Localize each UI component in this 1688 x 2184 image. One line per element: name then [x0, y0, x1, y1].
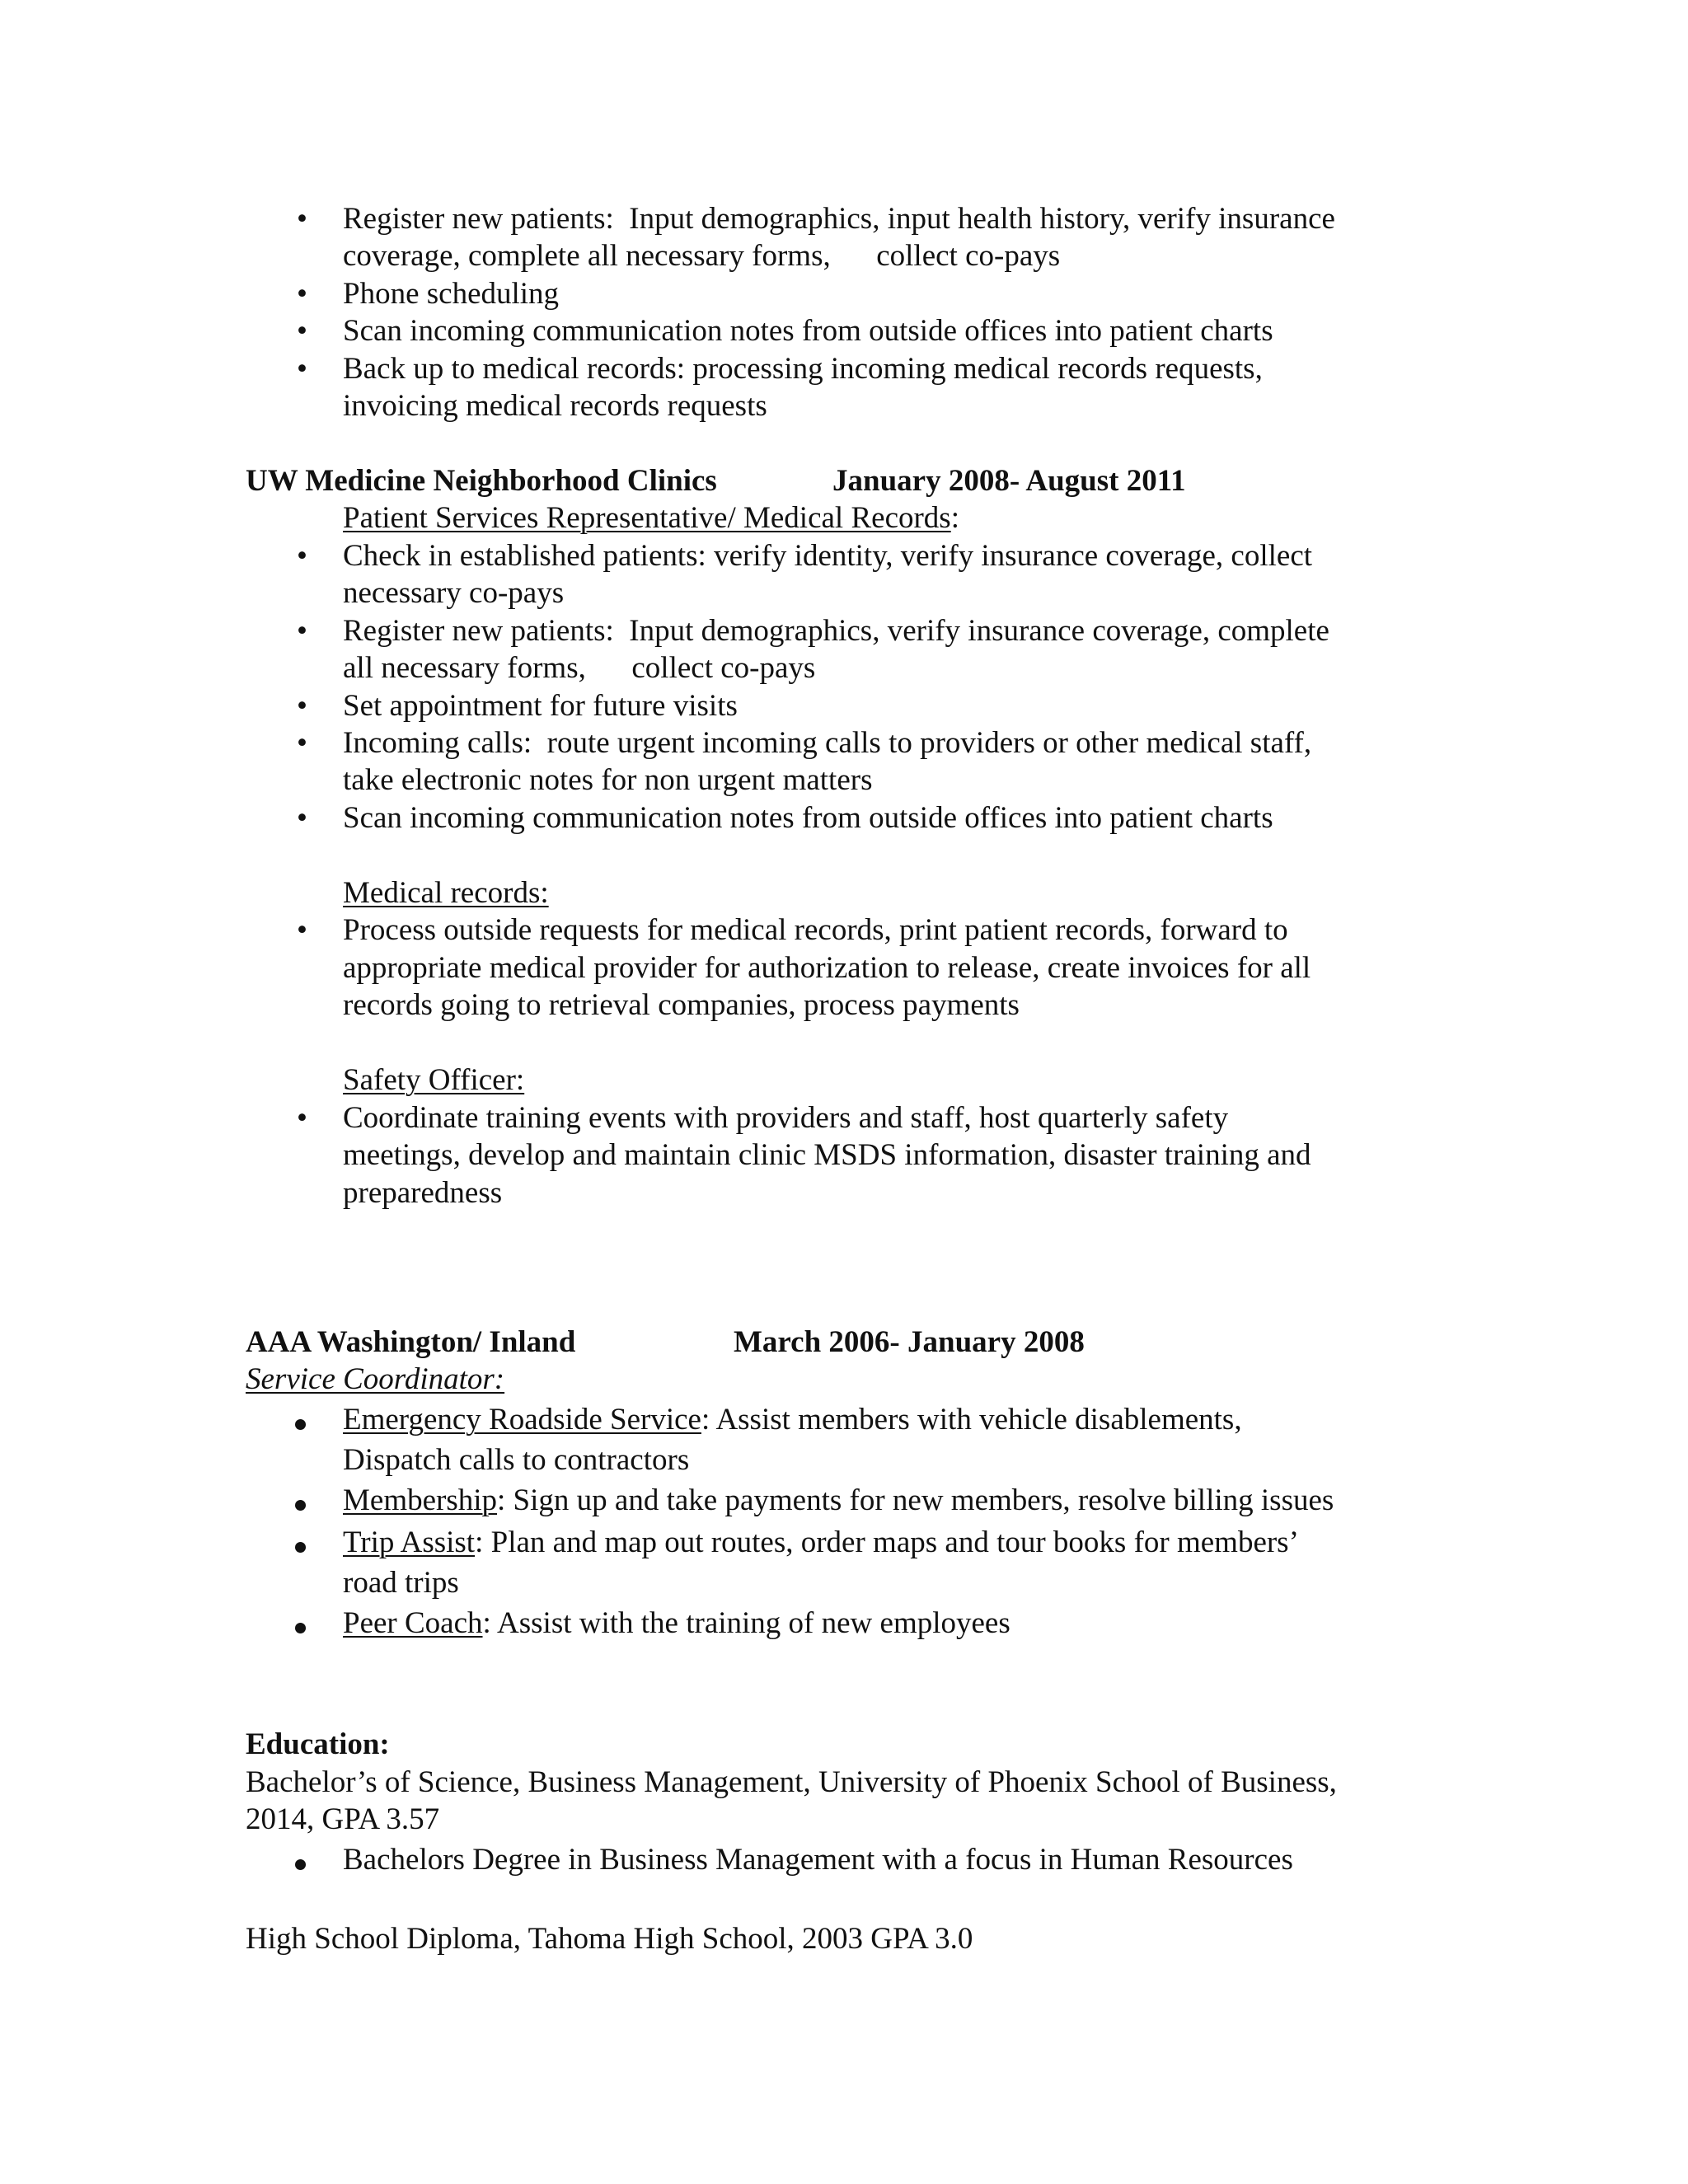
list-item-text: appropriate medical provider for authorization to release, create invoices for all: [343, 951, 1311, 985]
list-item-text: records going to retrieval companies, process payments: [343, 988, 1020, 1022]
list-item-text: [343, 1608, 1010, 1638]
list-item-text: [343, 1485, 1334, 1516]
bullet-marker: [295, 1859, 306, 1870]
bullet-marker: •: [297, 726, 307, 760]
bullet-marker: •: [297, 277, 307, 311]
bullet-marker: •: [297, 689, 307, 723]
list-item-text: [343, 1404, 1242, 1435]
bullet-marker: •: [297, 352, 307, 386]
bullet-marker: •: [297, 202, 307, 236]
bullet-marker: [295, 1623, 306, 1633]
list-item-text: Scan incoming communication notes from outside offices into patient charts: [343, 314, 1273, 348]
list-item-text: coverage, complete all necessary forms, collect co-pays: [343, 239, 1061, 273]
list-item-text: Register new patients: Input demographics, verify insurance coverage, complete: [343, 614, 1329, 648]
list-item-text: take electronic notes for non urgent matters: [343, 763, 873, 797]
list-item-text: Register new patients: Input demographics, input health history, verify insurance: [343, 202, 1335, 236]
job-title-text: Patient Services Representative/ Medical Records: [343, 501, 951, 535]
bullet-marker: [295, 1419, 306, 1430]
list-item-rest: : Plan and map out routes, order maps and tour books for members’: [475, 1526, 1299, 1559]
list-item-label: Peer Coach: [343, 1606, 483, 1640]
employer-name: UW Medicine Neighborhood Clinics: [246, 464, 717, 498]
job-title-suffix: :: [950, 501, 959, 535]
list-item-text: Back up to medical records: processing incoming medical records requests,: [343, 352, 1263, 386]
bullet-marker: •: [297, 314, 307, 348]
degree-text: Bachelor’s of Science, Business Management, University of Phoenix School of Business,: [246, 1765, 1337, 1799]
list-item-text: invoicing medical records requests: [343, 389, 767, 423]
employment-dates: March 2006- January 2008: [734, 1325, 1085, 1359]
list-item-text: Scan incoming communication notes from outside offices into patient charts: [343, 801, 1273, 835]
subsection-heading: Medical records:: [343, 876, 549, 910]
list-item-text: all necessary forms, collect co-pays: [343, 651, 816, 685]
list-item-label: Emergency Roadside Service: [343, 1403, 701, 1436]
list-item-text: necessary co-pays: [343, 576, 565, 610]
list-item-rest: : Sign up and take payments for new members, resolve billing issues: [497, 1483, 1334, 1517]
bullet-marker: •: [297, 1101, 307, 1135]
section-heading: Education:: [246, 1727, 390, 1761]
job-title: [343, 503, 959, 533]
list-item-text: Process outside requests for medical records, print patient records, forward to: [343, 913, 1288, 947]
list-item-label: Trip Assist: [343, 1526, 476, 1559]
list-item-text: Coordinate training events with providers and staff, host quarterly safety: [343, 1101, 1229, 1135]
list-item-text: Phone scheduling: [343, 277, 560, 311]
employer-name: AAA Washington/ Inland: [246, 1325, 576, 1359]
employment-dates: January 2008- August 2011: [832, 464, 1186, 498]
degree-text: 2014, GPA 3.57: [246, 1802, 440, 1836]
list-item-text: meetings, develop and maintain clinic MSDS information, disaster training and: [343, 1138, 1311, 1172]
list-item-text: Check in established patients: verify identity, verify insurance coverage, collect: [343, 539, 1313, 573]
highschool-text: High School Diploma, Tahoma High School, 2003 GPA 3.0: [246, 1922, 973, 1956]
job-title: Service Coordinator:: [246, 1362, 505, 1396]
bullet-marker: [295, 1500, 306, 1511]
list-item-text: Dispatch calls to contractors: [343, 1443, 690, 1477]
bullet-marker: •: [297, 539, 307, 573]
list-item-text: [343, 1527, 1299, 1558]
list-item-label: Membership: [343, 1483, 498, 1517]
bullet-marker: •: [297, 801, 307, 835]
list-item-text: preparedness: [343, 1176, 503, 1210]
list-item-text: road trips: [343, 1566, 459, 1600]
list-item-text: Incoming calls: route urgent incoming calls to providers or other medical staff,: [343, 726, 1312, 760]
list-item-rest: : Assist with the training of new employees: [482, 1606, 1010, 1640]
bullet-marker: [295, 1542, 306, 1553]
subsection-heading: Safety Officer:: [343, 1063, 525, 1097]
bullet-marker: •: [297, 614, 307, 648]
list-item-text: Set appointment for future visits: [343, 689, 738, 723]
list-item-text: Bachelors Degree in Business Management with a focus in Human Resources: [343, 1843, 1293, 1877]
list-item-rest: : Assist members with vehicle disablements,: [701, 1403, 1242, 1436]
bullet-marker: •: [297, 913, 307, 947]
